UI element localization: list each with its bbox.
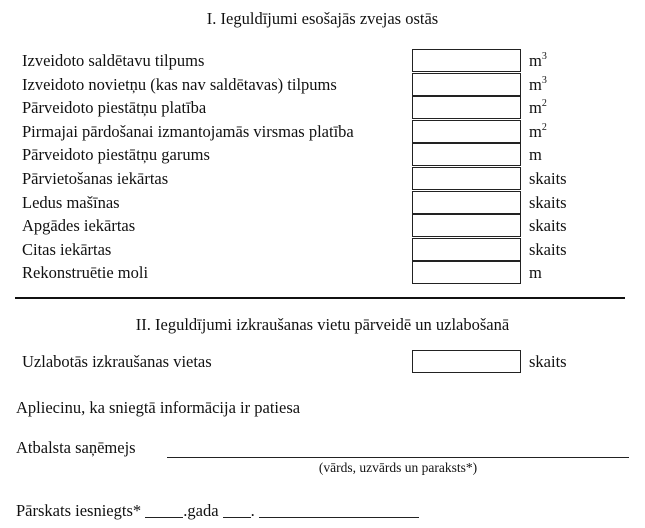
- form-row: [0, 261, 645, 285]
- row-label: Apgādes iekārtas: [22, 216, 136, 236]
- recipient-label: Atbalsta saņēmejs: [16, 438, 136, 457]
- unit-text: m: [529, 51, 542, 70]
- unit-text: skaits: [529, 216, 567, 236]
- value-input-box[interactable]: [412, 73, 521, 96]
- year-blank[interactable]: [145, 503, 183, 518]
- unit-label: [529, 240, 567, 260]
- submitted-label: Pārskats iesniegts*: [16, 501, 142, 520]
- month-blank[interactable]: [259, 503, 419, 518]
- form-row: [0, 73, 645, 97]
- unit-label: [529, 352, 567, 372]
- value-input-box[interactable]: [412, 120, 521, 143]
- row-label: Pārveidoto piestātņu garums: [22, 145, 210, 165]
- unit-label: [529, 263, 542, 283]
- dot-separator: .: [250, 501, 255, 520]
- form-row: [0, 238, 645, 262]
- section-divider: [15, 297, 625, 299]
- value-input-box[interactable]: [412, 238, 521, 261]
- value-input-box[interactable]: [412, 191, 521, 214]
- unit-text: m: [529, 98, 542, 118]
- form-row: [0, 96, 645, 120]
- section1-title: I. Ieguldījumi esošajās zvejas ostās: [206, 9, 439, 28]
- unit-exponent: 3: [541, 74, 547, 86]
- row-label: Ledus mašīnas: [22, 192, 120, 212]
- row-label: Izveidoto saldētavu tilpums: [22, 51, 205, 70]
- unit-text: m: [529, 145, 542, 165]
- row-label: Citas iekārtas: [22, 239, 112, 259]
- value-input-box[interactable]: [412, 96, 521, 119]
- recipient-signature-line[interactable]: [167, 457, 629, 458]
- row-label: Pirmajai pārdošanai izmantojamās virsmas platība: [22, 121, 354, 141]
- unit-text: skaits: [529, 169, 567, 188]
- recipient-hint: (vārds, uzvārds un paraksts*): [318, 460, 478, 475]
- unit-label: [529, 216, 567, 236]
- form-row: [0, 350, 645, 374]
- unit-label: [529, 75, 547, 95]
- value-input-box[interactable]: [412, 167, 521, 190]
- unit-text: skaits: [529, 192, 567, 212]
- unit-label: [529, 193, 567, 213]
- value-input-box[interactable]: [412, 214, 521, 237]
- form-row: [0, 214, 645, 238]
- row-label: Izveidoto novietņu (kas nav saldētavas) tilpums: [22, 74, 337, 94]
- form-row: [0, 49, 645, 73]
- unit-label: [529, 122, 547, 142]
- form-row: [0, 167, 645, 191]
- day-blank[interactable]: [223, 503, 251, 518]
- unit-text: skaits: [529, 239, 567, 259]
- unit-exponent: 3: [541, 51, 547, 62]
- unit-text: m: [529, 121, 542, 141]
- submitted-line: [16, 501, 419, 521]
- unit-exponent: 2: [541, 121, 547, 133]
- value-input-box[interactable]: [412, 261, 521, 284]
- row-label: Pārveidoto piestātņu platība: [22, 98, 207, 118]
- value-input-box[interactable]: [412, 49, 521, 72]
- row-label: Rekonstruētie moli: [22, 263, 149, 283]
- form-row: [0, 191, 645, 215]
- form-row: [0, 120, 645, 144]
- row-label: Uzlabotās izkraušanas vietas: [22, 352, 212, 371]
- unit-text: skaits: [529, 352, 567, 371]
- unit-label: [529, 145, 542, 165]
- value-input-box[interactable]: [412, 143, 521, 166]
- unit-text: m: [529, 74, 542, 94]
- unit-label: [529, 51, 547, 71]
- unit-text: m: [529, 263, 542, 283]
- section2-title: II. Ieguldījumi izkraušanas vietu pārveidē un uzlabošanā: [135, 315, 510, 334]
- value-input-box[interactable]: [412, 350, 521, 373]
- unit-label: [529, 169, 567, 189]
- certification-statement: Apliecinu, ka sniegtā informācija ir patiesa: [16, 398, 301, 417]
- unit-exponent: 2: [541, 98, 547, 110]
- row-label: Pārvietošanas iekārtas: [22, 169, 169, 188]
- gada-label: .gada: [183, 501, 219, 520]
- form-row: [0, 143, 645, 167]
- unit-label: [529, 98, 547, 118]
